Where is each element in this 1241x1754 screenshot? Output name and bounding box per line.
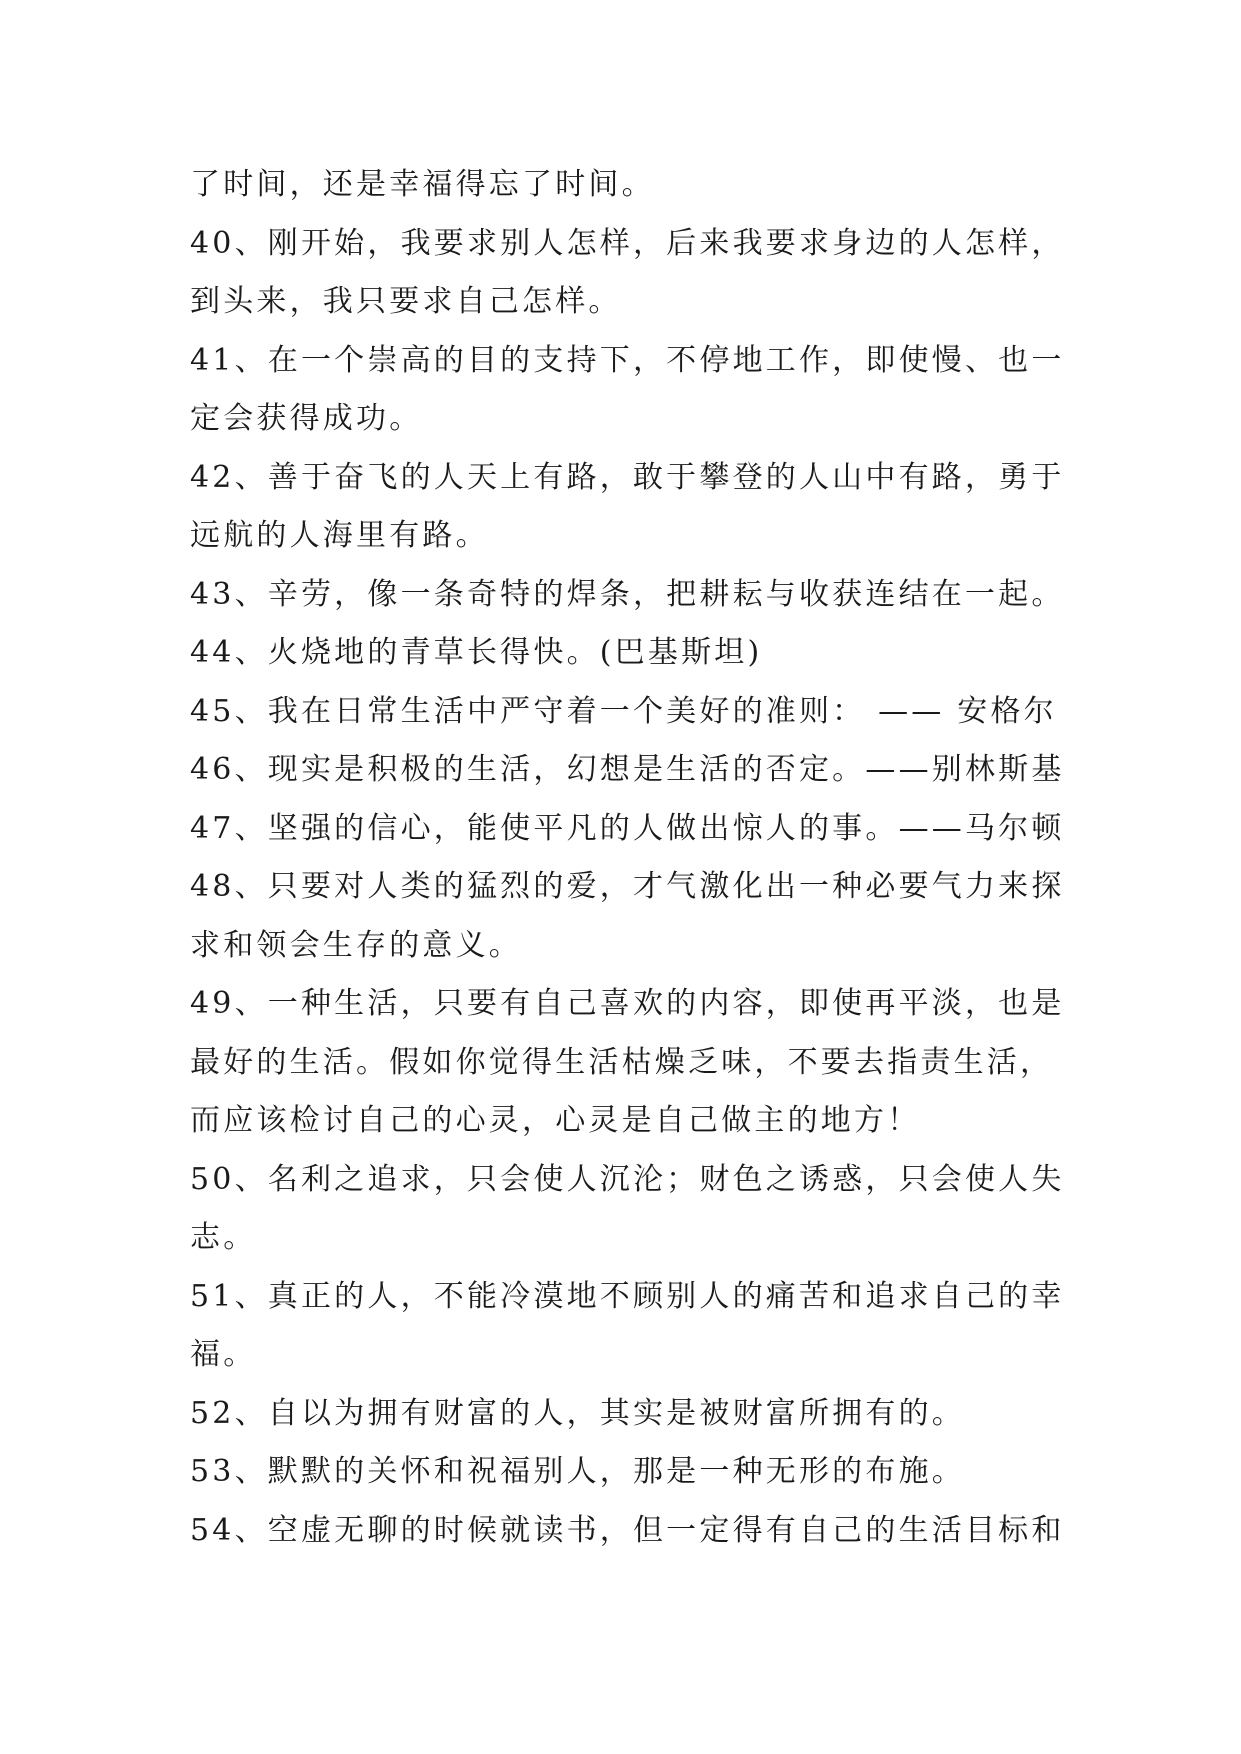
text-line: 42、善于奋飞的人天上有路，敢于攀登的人山中有路，勇于 bbox=[190, 459, 1065, 495]
text-line: 而应该检讨自己的心灵，心灵是自己做主的地方！ bbox=[190, 1103, 921, 1138]
text-line: 43、辛劳，像一条奇特的焊条，把耕耘与收获连结在一起。 bbox=[190, 576, 1065, 612]
document-body bbox=[190, 156, 1090, 1560]
text-line: 48、只要对人类的猛烈的爱，才气激化出一种必要气力来探 bbox=[190, 869, 1065, 904]
text-line: 50、名利之追求，只会使人沉沦；财色之诱惑，只会使人失 bbox=[190, 1161, 1065, 1197]
text-line: 福。 bbox=[190, 1337, 257, 1372]
text-line: 52、自以为拥有财富的人，其实是被财富所拥有的。 bbox=[190, 1395, 965, 1431]
text-line: 最好的生活。假如你觉得生活枯燥乏味，不要去指责生活， bbox=[190, 1044, 1054, 1080]
text-line: 41、在一个崇高的目的支持下，不停地工作，即使慢、也一 bbox=[190, 342, 1065, 378]
text-line: 40、刚开始，我要求别人怎样，后来我要求身边的人怎样， bbox=[190, 225, 1065, 261]
text-line: 46、现实是积极的生活，幻想是生活的否定。——别林斯基 bbox=[190, 752, 1065, 787]
text-line: 53、默默的关怀和祝福别人，那是一种无形的布施。 bbox=[190, 1454, 965, 1489]
text-line: 51、真正的人，不能冷漠地不顾别人的痛苦和追求自己的幸 bbox=[190, 1278, 1065, 1314]
text-line: 45、我在日常生活中严守着一个美好的准则： —— 安格尔 bbox=[190, 693, 1057, 729]
text-line: 到头来，我只要求自己怎样。 bbox=[190, 284, 622, 319]
text-line: 47、坚强的信心，能使平凡的人做出惊人的事。——马尔顿 bbox=[190, 810, 1065, 846]
text-line: 44、火烧地的青草长得快。(巴基斯坦) bbox=[190, 635, 763, 670]
text-line: 求和领会生存的意义。 bbox=[190, 927, 522, 963]
text-line: 志。 bbox=[190, 1220, 257, 1255]
text-line: 49、一种生活，只要有自己喜欢的内容，即使再平淡，也是 bbox=[190, 986, 1065, 1021]
text-line: 远航的人海里有路。 bbox=[190, 518, 489, 553]
text-line: 定会获得成功。 bbox=[190, 401, 423, 436]
text-line: 了时间，还是幸福得忘了时间。 bbox=[190, 167, 655, 202]
text-line: 54、空虚无聊的时候就读书，但一定得有自己的生活目标和 bbox=[190, 1512, 1065, 1548]
